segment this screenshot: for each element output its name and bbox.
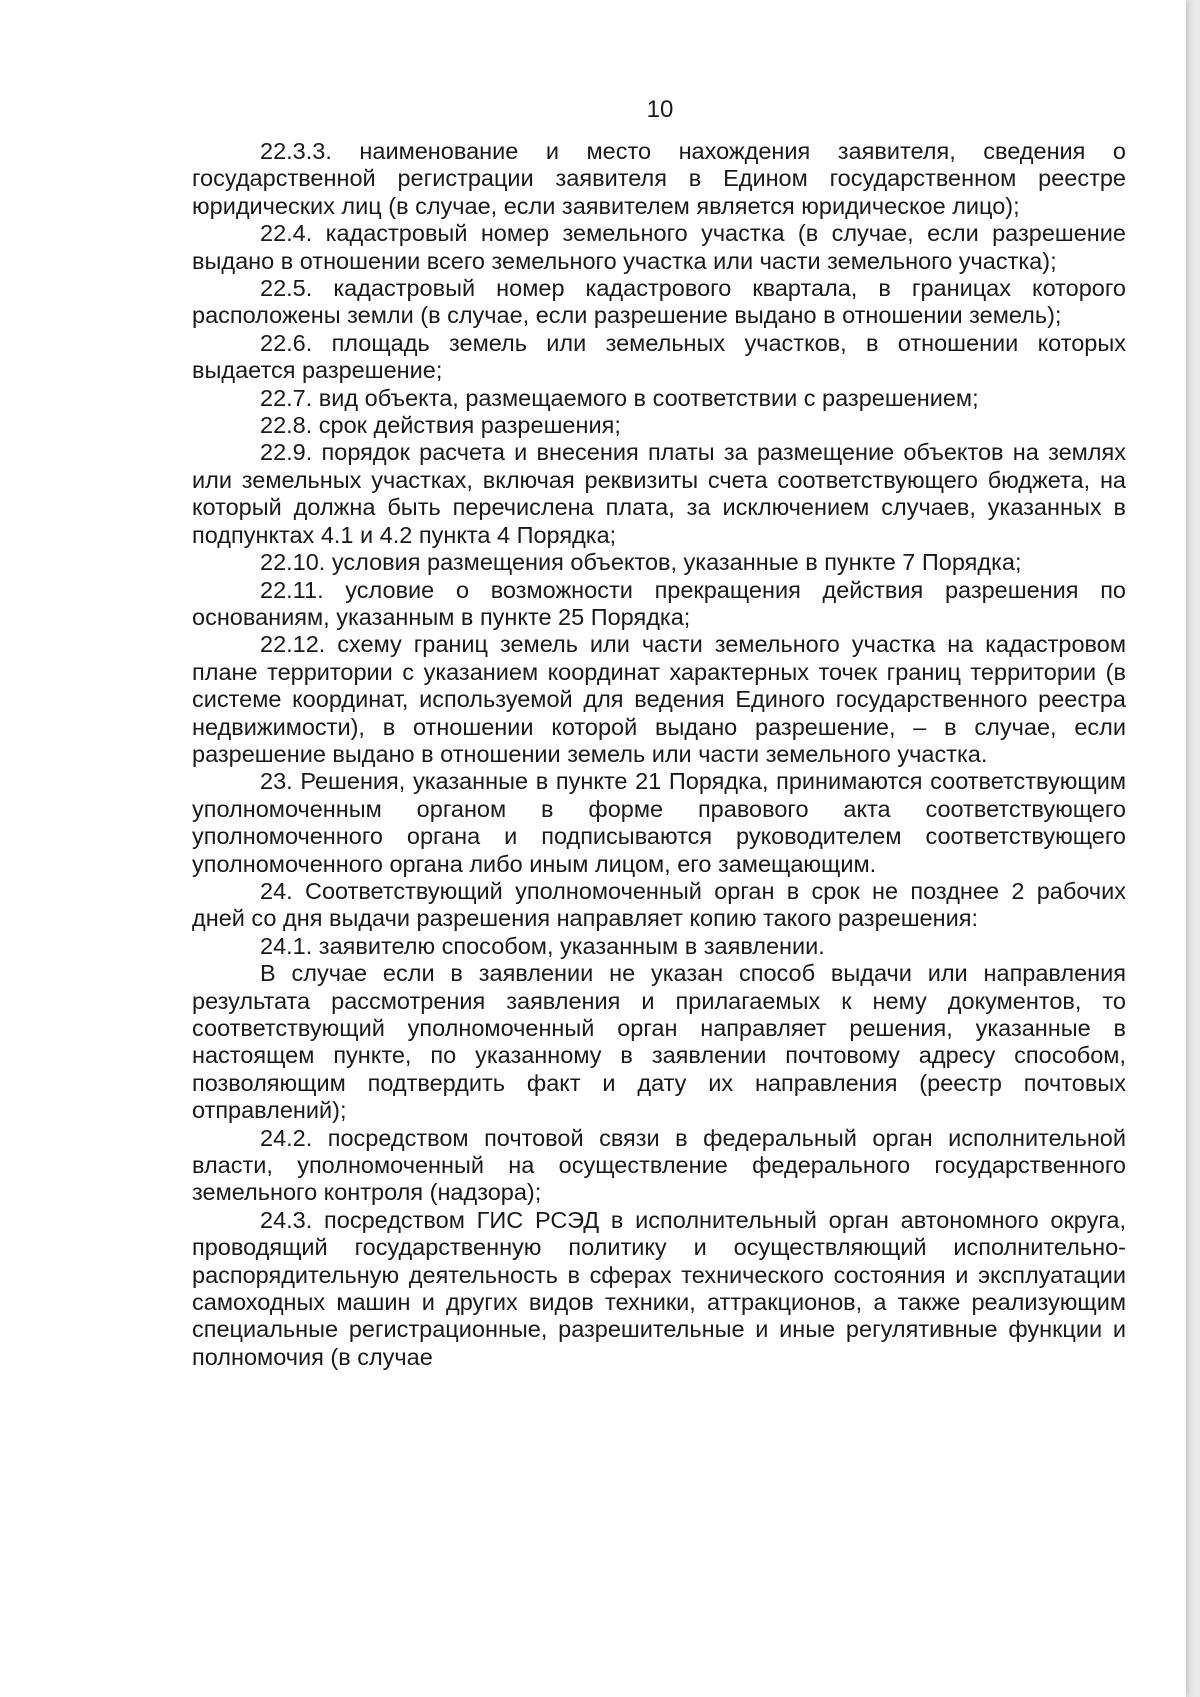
paragraph-22-9: 22.9. порядок расчета и внесения платы за размещение объектов на землях или земельных участках, включая реквизиты счета соответствующего бюджета, на который должна быть перечислена плата, за исключением случаев, указанных в подпунктах 4.1 и 4.2 пункта 4 Порядка; <box>192 439 1126 548</box>
paragraph-24-1: 24.1. заявителю способом, указанным в заявлении. <box>260 932 825 959</box>
paragraph-22-11: 22.11. условие о возможности прекращения действия разрешения по основаниям, указанным в пункте 25 Порядка; <box>192 576 1126 630</box>
paragraph-24-1-note: В случае если в заявлении не указан способ выдачи или направления результата рассмотрения заявления и прилагаемых к нему документов, то соответствующий уполномоченный орган направляет решения, указанные в настоящем пункте, по указанному в заявлении почтовому адресу способом, позволяющим подтвердить факт и дату их направления (реестр почтовых отправлений); <box>192 960 1126 1124</box>
document-body <box>192 138 1126 1371</box>
page-number: 10 <box>646 96 674 123</box>
paragraph-22-10: 22.10. условия размещения объектов, указанные в пункте 7 Порядка; <box>260 549 1022 576</box>
paragraph-23: 23. Решения, указанные в пункте 21 Порядка, принимаются соответствующим уполномоченным органом в форме правового акта соответствующего уполномоченного органа и подписываются руководителем соответствующего уполномоченного органа либо иным лицом, его замещающим. <box>192 768 1126 877</box>
paragraph-24: 24. Соответствующий уполномоченный орган в срок не позднее 2 рабочих дней со дня выдачи разрешения направляет копию такого разрешения: <box>192 877 1126 932</box>
paragraph-22-6: 22.6. площадь земель или земельных участков, в отношении которых выдается разрешение; <box>192 329 1126 384</box>
paragraph-22-3-3: 22.3.3. наименование и место нахождения заявителя, сведения о государственной регистрации заявителя в Едином государственном реестре юридических лиц (в случае, если заявителем является юридическое лицо); <box>192 138 1126 219</box>
paragraph-24-2: 24.2. посредством почтовой связи в федеральный орган исполнительной власти, уполномоченный на осуществление федерального государственного земельного контроля (надзора); <box>192 1124 1126 1206</box>
paragraph-24-3: 24.3. посредством ГИС РСЭД в исполнительный орган автономного округа, проводящий государственную политику и осуществляющий исполнительно-распорядительную деятельность в сферах технического состояния и эксплуатации самоходных машин и других видов техники, аттракционов, а также реализующим специальные регистрационные, разрешительные и иные регулятивные функции и полномочия (в случае <box>192 1206 1126 1370</box>
paragraph-22-4: 22.4. кадастровый номер земельного участка (в случае, если разрешение выдано в отношении всего земельного участка или части земельного участка); <box>192 220 1126 274</box>
paragraph-22-12: 22.12. схему границ земель или части земельного участка на кадастровом плане территории с указанием координат характерных точек границ территории (в системе координат, используемой для ведения Единого государственного реестра недвижимости), в отношении которой выдано разрешение, – в случае, если разрешение выдано в отношении земель или части земельного участка. <box>192 631 1126 767</box>
paragraph-22-8: 22.8. срок действия разрешения; <box>260 412 621 439</box>
paragraph-22-7: 22.7. вид объекта, размещаемого в соответствии с разрешением; <box>260 384 979 411</box>
paragraph-22-5: 22.5. кадастровый номер кадастрового квартала, в границах которого расположены земли (в случае, если разрешение выдано в отношении земель); <box>192 275 1126 329</box>
